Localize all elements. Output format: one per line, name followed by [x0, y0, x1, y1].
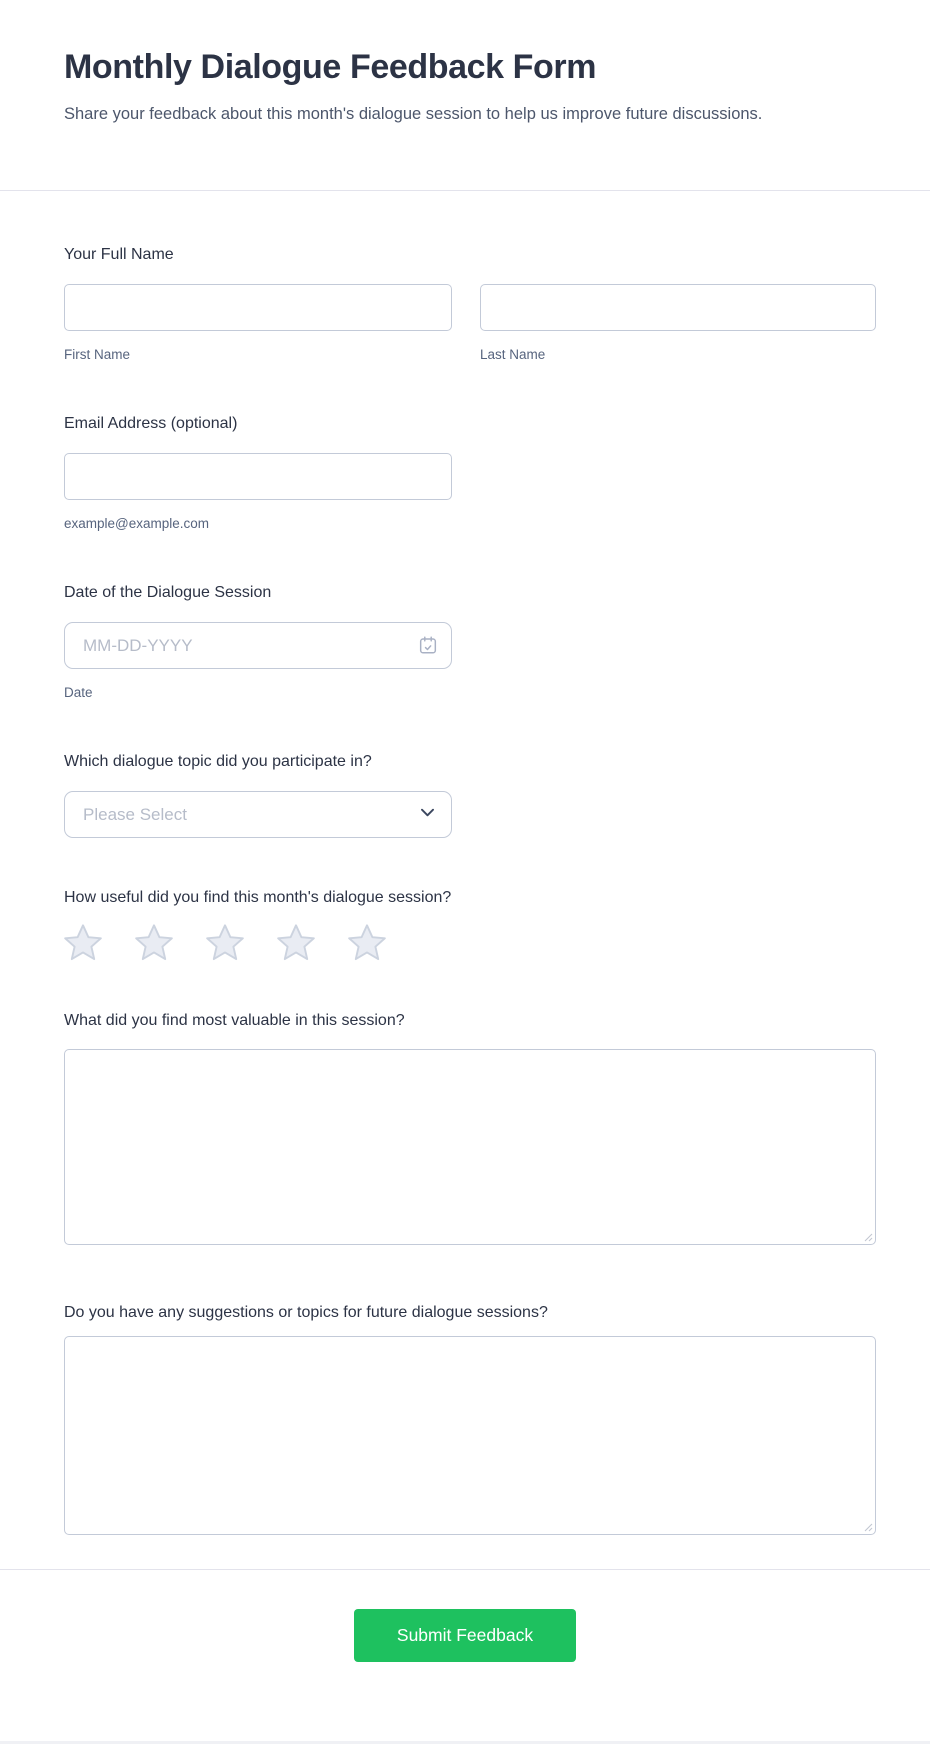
form-header: [0, 0, 930, 128]
resize-handle-icon[interactable]: [861, 1229, 873, 1241]
last-name-col: [480, 284, 876, 362]
chevron-down-icon: [418, 803, 437, 827]
most-valuable-label: What did you find most valuable in this session?: [64, 1012, 405, 1029]
topic-select-value: Please Select: [83, 804, 187, 824]
email-label: Email Address (optional): [64, 415, 238, 432]
email-field[interactable]: [64, 453, 452, 500]
most-valuable-textarea[interactable]: [64, 1049, 876, 1245]
field-full-name: [64, 245, 876, 362]
first-name-input[interactable]: [64, 284, 452, 331]
calendar-check-icon[interactable]: [417, 634, 439, 656]
last-name-sublabel: Last Name: [480, 347, 546, 362]
first-name-col: [64, 284, 452, 362]
date-input-wrap: [64, 622, 452, 669]
field-email: [64, 414, 876, 531]
full-name-label: Your Full Name: [64, 246, 174, 263]
star-icon[interactable]: [346, 922, 388, 964]
usefulness-label: How useful did you find this month's dialogue session?: [64, 889, 452, 906]
first-name-sublabel: First Name: [64, 347, 131, 362]
topic-select[interactable]: [64, 791, 452, 838]
email-sublabel: example@example.com: [64, 516, 210, 531]
last-name-input[interactable]: [480, 284, 876, 331]
suggestions-label: Do you have any suggestions or topics for future dialogue sessions?: [64, 1304, 548, 1321]
star-icon[interactable]: [275, 922, 317, 964]
field-suggestions: [64, 1303, 876, 1535]
topic-label: Which dialogue topic did you participate in?: [64, 753, 372, 770]
page-title: Monthly Dialogue Feedback Form: [64, 48, 597, 86]
star-rating: [62, 922, 876, 964]
form-body: [0, 191, 930, 1569]
suggestions-textarea[interactable]: [64, 1336, 876, 1535]
name-row: [64, 284, 876, 362]
submit-feedback-button[interactable]: Submit Feedback: [354, 1609, 576, 1662]
star-icon[interactable]: [133, 922, 175, 964]
field-session-date: [64, 583, 876, 700]
date-sublabel: Date: [64, 685, 93, 700]
star-icon[interactable]: [204, 922, 246, 964]
most-valuable-wrap: [64, 1049, 876, 1245]
form-footer: [0, 1570, 930, 1714]
date-label: Date of the Dialogue Session: [64, 584, 272, 601]
field-most-valuable: [64, 1011, 876, 1245]
page-subtitle: Share your feedback about this month's dialogue session to help us improve future discussions.: [64, 105, 763, 123]
field-usefulness: [64, 888, 876, 964]
resize-handle-icon[interactable]: [861, 1519, 873, 1531]
date-input[interactable]: [64, 622, 452, 669]
suggestions-wrap: [64, 1336, 876, 1535]
field-topic: [64, 752, 876, 838]
star-icon[interactable]: [62, 922, 104, 964]
